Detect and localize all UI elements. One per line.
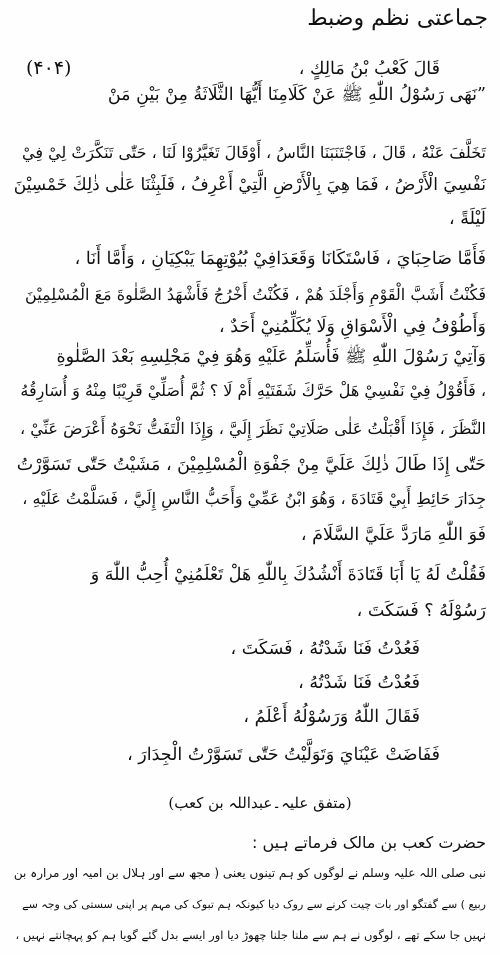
urdu-line: نہیں جا سکے تھے ، لوگوں نے ہم سے ملنا جلنا چھوڑ دیا اور ایسے بدل گئے گویا ہم کو پہچانتے نہیں ، bbox=[15, 928, 486, 942]
arabic-line: تَخَلَّفَ عَنْهُ ، قَالَ ، فَاجْتَنَبَنَا النَّاسُ ، أَوْقَالَ تَغَيَّرُوْا لَنَا ، حَتّٰى تَنَكَّرَتْ لِيْ فِيْ bbox=[22, 143, 486, 162]
hadith-number: (۴۰۴) bbox=[26, 57, 72, 79]
arabic-line: النَّظَرَ ، فَإِذَا أَقْبَلْتُ عَلٰى صَلَاتِيْ نَظَرَ إِلَيَّ ، وَإِذَا الْتَفَتُّ نَحْوَهُ أَعْرَضَ عَنِّيْ ، bbox=[20, 419, 486, 438]
arabic-line: فَكُنْتُ أَشَبَّ الْقَوْمِ وَأَجْلَدَ هُمْ ، فَكُنْتُ أَخْرُجُ فَأَشْهَدُ الصَّلٰوةَ مَعَ الْمُسْلِمِيْنَ bbox=[25, 285, 486, 304]
arabic-line: قَالَ كَعْبُ بْنُ مَالِكٍ ، bbox=[298, 59, 440, 79]
arabic-line: حَتّٰى إِذَا طَالَ ذٰلِكَ عَلَيَّ مِنْ جَفْوَةِ الْمُسْلِمِيْنَ ، مَشَيْتُ حَتّٰى تَسَوَّرْتُ bbox=[16, 455, 486, 475]
arabic-line: فَقَالَ اللّٰهُ وَرَسُوْلُهُ أَعْلَمُ ، bbox=[243, 707, 420, 727]
arabic-line: ، فَأَقُوْلُ فِيْ نَفْسِيْ هَلْ حَرَّكَ شَفَتَيْهِ أَمْ لَا ؟ ثُمَّ أُصَلِّيْ قَرِيْبًا مِنْهُ وَ أُسَارِقُهُ bbox=[20, 381, 486, 400]
arabic-line: لَيْلَةً ، bbox=[449, 209, 486, 229]
arabic-line: جِدَارَ حَائِطِ أَبِيْ قَتَادَةَ ، وَهُوَ ابْنُ عَمِّيْ وَأَحَبُّ النَّاسِ إِلَيَّ ، فَسَلَّمْتُ عَلَيْهِ ، bbox=[22, 489, 486, 508]
arabic-line: نَفْسِيَ الْأَرْضُ ، فَمَا هِيَ بِالْأَرْضِ الَّتِيْ أَعْرِفُ ، فَلَبِثْنَا عَلٰى ذٰلِكَ خَمْسِيْنَ bbox=[13, 175, 486, 195]
hadith-source: (متفق علیہ۔عبداللہ بن کعب) bbox=[168, 794, 352, 812]
urdu-line: حضرت کعب بن مالک فرماتے ہیں : bbox=[251, 833, 486, 852]
arabic-line: فَأَمَّا صَاحِبَايَ ، فَاسْتَكَانَا وَقَعَدَافِيْ بُيُوْتِهِمَا يَبْكِيَانِ ، وَأَمَّا أَنَا ، bbox=[74, 249, 486, 269]
arabic-line: وَآتِيْ رَسُوْلَ اللّٰهِ ﷺ فَأُسَلِّمُ عَلَيْهِ وَهُوَ فِيْ مَجْلِسِهِ بَعْدَ الصَّلٰوةِ bbox=[56, 347, 486, 367]
arabic-line: فَقُلْتُ لَهُ يَا أَبَا قَتَادَةَ أَنْشُدُكَ بِاللّٰهِ هَلْ تَعْلَمُنِيْ أُحِبُّ اللّٰهَ وَ bbox=[90, 565, 486, 585]
arabic-line: وَأَطُوْفُ فِي الْأَسْوَاقِ وَلَا يُكَلِّمُنِيْ أَحَدٌ ، bbox=[219, 317, 486, 337]
arabic-line: رَسُوْلَهُ ؟ فَسَكَتَ ، bbox=[356, 601, 486, 621]
arabic-line: فَعُدْتُ فَنَا شَدْتُهُ ، فَسَكَتَ ، bbox=[230, 639, 420, 659]
arabic-line: فَوَ اللّٰهِ مَارَدَّ عَلَيَّ السَّلَامَ ، bbox=[300, 525, 486, 545]
section-heading: جماعتی نظم وضبط bbox=[307, 6, 488, 31]
urdu-line: نبی صلی اللہ علیہ وسلم نے لوگوں کو ہم تینوں یعنی ( مجھ سے اور ہلال بن امیہ اور مرارہ بن bbox=[13, 866, 486, 880]
arabic-line: فَفَاضَتْ عَيْنَايَ وَتَوَلَّيْتُ حَتّٰى تَسَوَّرْتُ الْجِدَارَ ، bbox=[127, 745, 440, 765]
urdu-line: ربیع ) سے گفتگو اور بات چیت کرنے سے روک دیا کیونکہ ہم تبوک کی مہم پر اپنی سستی کی وجہ سے bbox=[22, 898, 486, 911]
arabic-line: ”نَهَى رَسُوْلُ اللّٰهِ ﷺ عَنْ كَلَامِنَا أَيُّهَا الثَّلَاثَةُ مِنْ بَيْنِ مَنْ bbox=[107, 85, 486, 105]
arabic-line: فَعُدْتُ فَنَا شَدْتُهُ ، bbox=[298, 673, 420, 693]
